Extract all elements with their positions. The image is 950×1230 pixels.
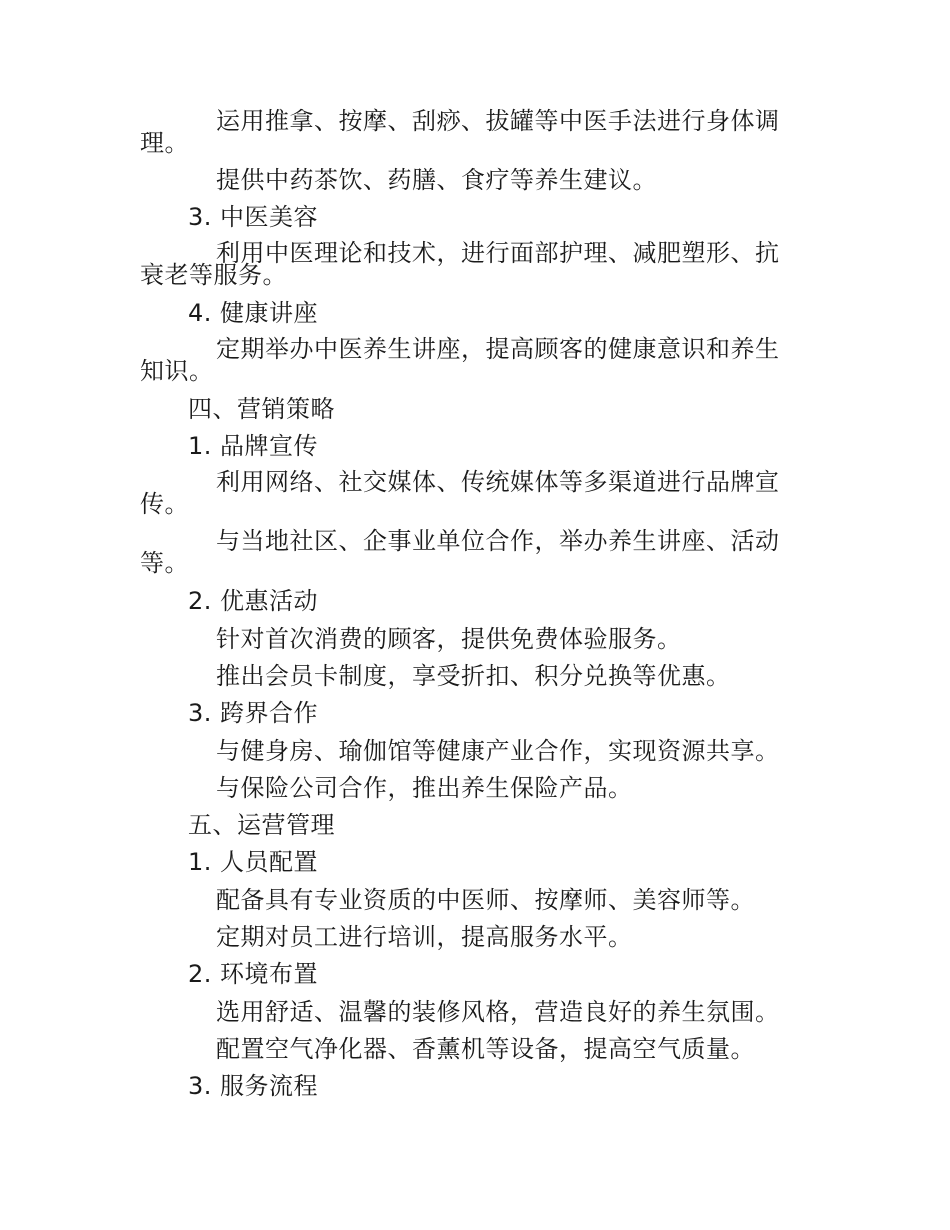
paragraph: 利用网络、社交媒体、传统媒体等多渠道进行品牌宣传。 [140, 468, 780, 518]
list-item-heading: 1. 人员配置 [188, 848, 319, 876]
paragraph: 提供中药茶饮、药膳、食疗等养生建议。 [216, 166, 657, 194]
paragraph: 选用舒适、温馨的装修风格，营造良好的养生氛围。 [216, 998, 780, 1026]
list-item-heading: 3. 跨界合作 [188, 699, 319, 727]
section-heading: 五、运营管理 [188, 811, 335, 839]
paragraph: 针对首次消费的顾客，提供免费体验服务。 [216, 625, 682, 653]
paragraph: 与保险公司合作，推出养生保险产品。 [216, 774, 633, 802]
paragraph: 与健身房、瑜伽馆等健康产业合作，实现资源共享。 [216, 737, 780, 765]
section-heading: 四、营销策略 [188, 395, 335, 423]
list-item-heading: 4. 健康讲座 [188, 299, 319, 327]
paragraph: 与当地社区、企事业单位合作，举办养生讲座、活动等。 [140, 527, 780, 577]
paragraph: 推出会员卡制度，享受折扣、积分兑换等优惠。 [216, 662, 731, 690]
list-item-heading: 3. 中医美容 [188, 203, 319, 231]
list-item-heading: 1. 品牌宣传 [188, 432, 319, 460]
paragraph: 定期举办中医养生讲座，提高顾客的健康意识和养生知识。 [140, 335, 780, 385]
paragraph: 配备具有专业资质的中医师、按摩师、美容师等。 [216, 886, 755, 914]
paragraph: 定期对员工进行培训，提高服务水平。 [216, 923, 633, 951]
list-item-heading: 2. 优惠活动 [188, 587, 319, 615]
list-item-heading: 3. 服务流程 [188, 1072, 319, 1100]
list-item-heading: 2. 环境布置 [188, 960, 319, 988]
paragraph: 配置空气净化器、香薰机等设备，提高空气质量。 [216, 1035, 755, 1063]
paragraph: 运用推拿、按摩、刮痧、拔罐等中医手法进行身体调理。 [140, 107, 780, 157]
paragraph: 利用中医理论和技术，进行面部护理、减肥塑形、抗衰老等服务。 [140, 239, 780, 289]
